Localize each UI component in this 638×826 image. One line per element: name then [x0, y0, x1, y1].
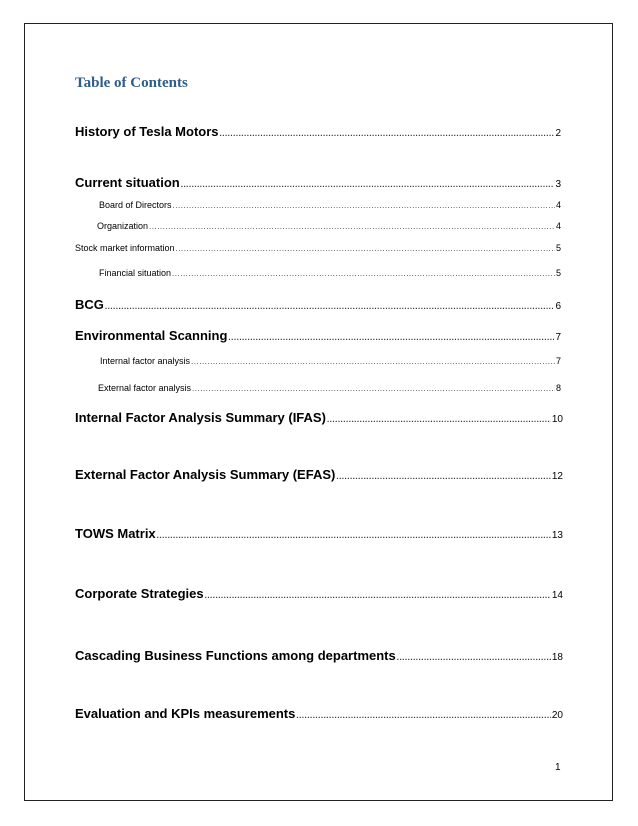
toc-entry-page: 2 — [555, 128, 561, 139]
toc-entry-page: 7 — [555, 332, 561, 343]
dot-leader — [105, 302, 555, 311]
toc-entry-page: 5 — [555, 243, 561, 253]
toc-entry-label: Environmental Scanning — [75, 328, 228, 343]
dot-leader — [336, 472, 551, 481]
toc-entry-page: 4 — [555, 200, 561, 210]
toc-entry-page: 3 — [555, 179, 561, 190]
toc-entry-page: 10 — [551, 414, 563, 425]
toc-entry-environmental-scanning[interactable] — [75, 328, 561, 343]
toc-entry-ifas[interactable] — [75, 410, 563, 425]
toc-entry-page: 18 — [551, 652, 563, 663]
toc-entry-cascading[interactable] — [75, 648, 563, 663]
toc-title: Table of Contents — [75, 75, 188, 91]
toc-entry-label: External factor analysis — [98, 383, 192, 393]
dot-leader — [192, 384, 555, 393]
toc-entry-page: 5 — [555, 268, 561, 278]
dot-leader — [181, 180, 555, 189]
dot-leader — [157, 531, 551, 540]
toc-entry-bcg[interactable] — [75, 297, 561, 312]
toc-entry-label: Organization — [97, 221, 149, 231]
toc-entry-label: Financial situation — [99, 268, 172, 278]
toc-entry-efas[interactable] — [75, 467, 563, 482]
toc-entry-page: 12 — [551, 471, 563, 482]
dot-leader — [296, 711, 551, 720]
toc-entry-tows[interactable] — [75, 526, 563, 541]
toc-entry-label: Corporate Strategies — [75, 586, 204, 601]
toc-entry-current-situation[interactable] — [75, 175, 561, 190]
toc-entry-label: Board of Directors — [99, 200, 172, 210]
toc-entry-page: 13 — [551, 530, 563, 541]
toc-entry-label: Internal factor analysis — [100, 356, 191, 366]
toc-entry-corporate-strategies[interactable] — [75, 586, 563, 601]
dot-leader — [220, 129, 555, 138]
dot-leader — [176, 244, 555, 253]
toc-entry-label: Internal Factor Analysis Summary (IFAS) — [75, 410, 326, 425]
toc-entry-stock-market[interactable] — [75, 243, 561, 253]
toc-entry-internal-factor[interactable] — [100, 356, 561, 366]
toc-entry-board-of-directors[interactable] — [99, 200, 561, 210]
toc-entry-label: Cascading Business Functions among departments — [75, 648, 396, 663]
toc-entry-label: Stock market information — [75, 243, 175, 253]
dot-leader — [205, 591, 551, 600]
dot-leader — [173, 201, 555, 210]
toc-entry-label: BCG — [75, 297, 104, 312]
toc-entry-financial-situation[interactable] — [99, 268, 561, 278]
toc-entry-label: History of Tesla Motors — [75, 124, 219, 139]
toc-entry-label: TOWS Matrix — [75, 526, 156, 541]
page-number: 1 — [555, 762, 561, 773]
dot-leader — [397, 653, 551, 662]
toc-entry-label: External Factor Analysis Summary (EFAS) — [75, 467, 336, 482]
toc-entry-evaluation[interactable] — [75, 706, 563, 721]
toc-entry-label: Current situation — [75, 175, 180, 190]
toc-entry-external-factor[interactable] — [98, 383, 561, 393]
toc-entry-history[interactable] — [75, 124, 561, 139]
toc-entry-page: 14 — [551, 590, 563, 601]
toc-entry-page: 6 — [555, 301, 561, 312]
dot-leader — [149, 222, 555, 231]
toc-entry-page: 7 — [555, 356, 561, 366]
toc-entry-page: 8 — [555, 383, 561, 393]
toc-entry-organization[interactable] — [97, 221, 561, 231]
toc-entry-page: 20 — [551, 710, 563, 721]
dot-leader — [191, 357, 555, 366]
dot-leader — [327, 415, 551, 424]
dot-leader — [228, 333, 554, 342]
toc-entry-page: 4 — [555, 221, 561, 231]
dot-leader — [172, 269, 555, 278]
toc-entry-label: Evaluation and KPIs measurements — [75, 706, 296, 721]
